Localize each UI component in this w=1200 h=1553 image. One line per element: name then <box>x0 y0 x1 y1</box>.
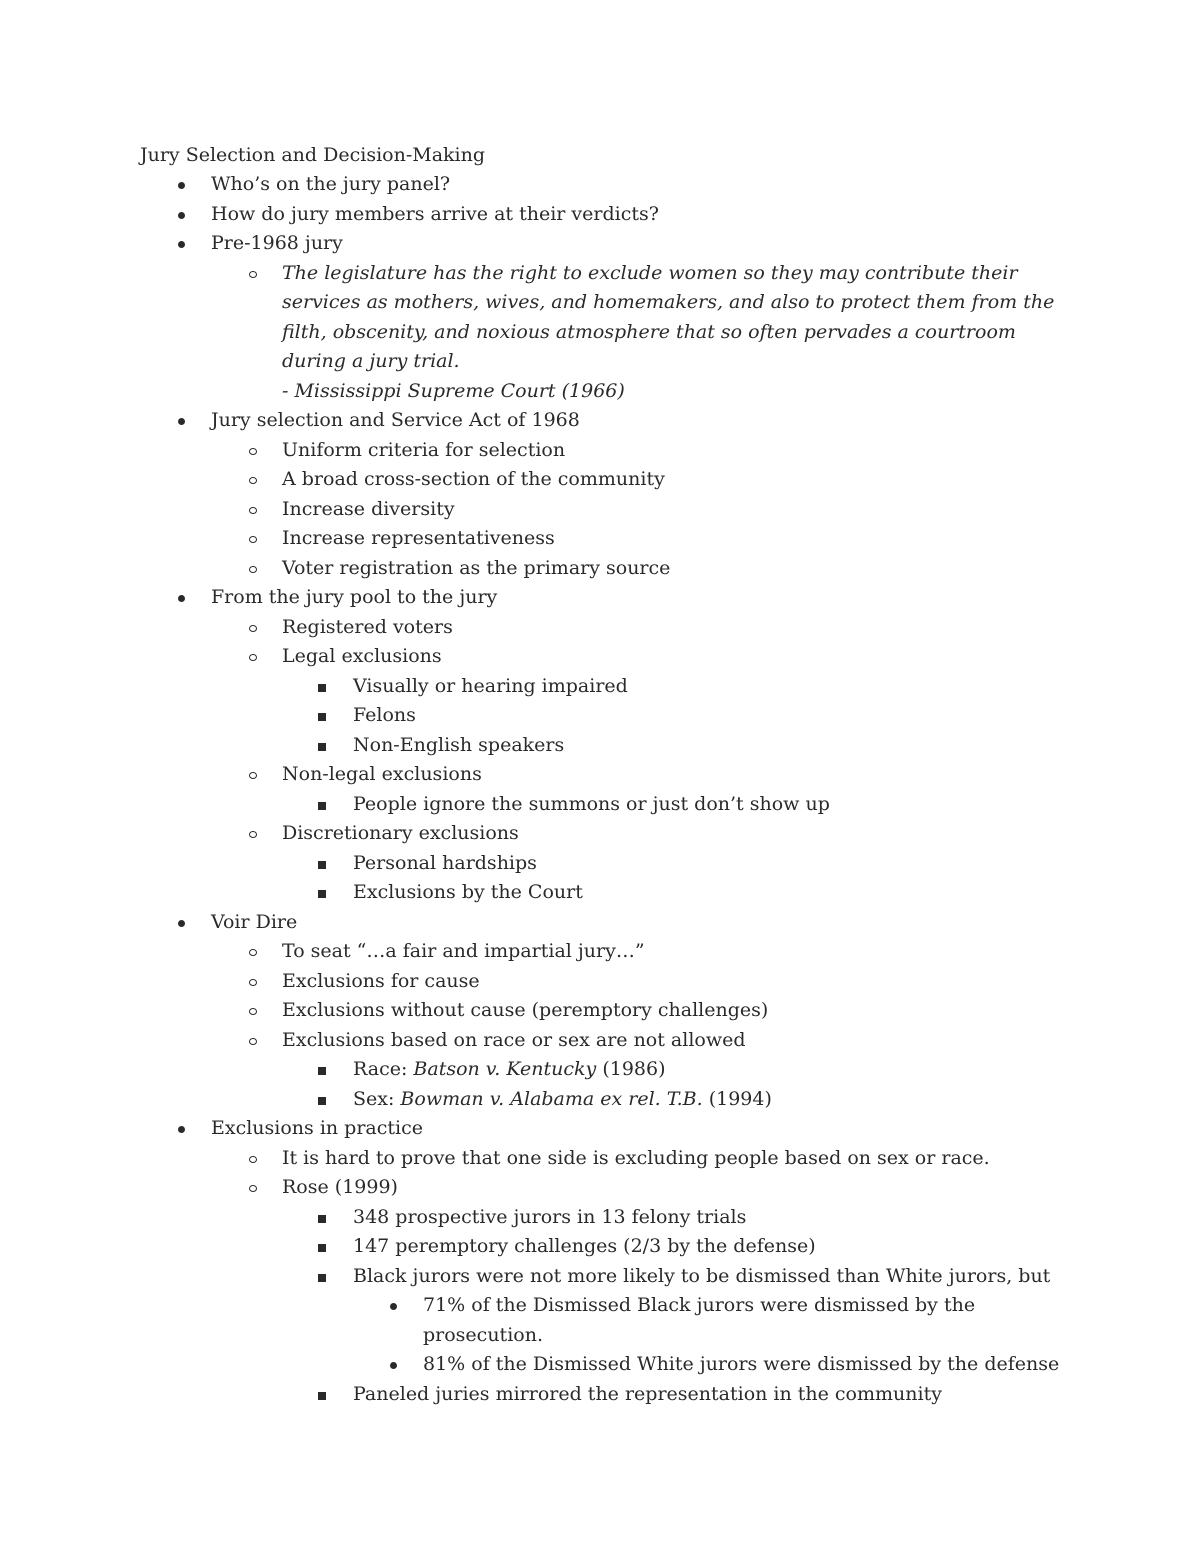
outline-item-level-3 <box>0 790 1200 820</box>
outline-item-level-3 <box>0 1055 1200 1085</box>
outline-item-level-2 <box>0 1026 1200 1056</box>
outline-item-text: 81% of the Dismissed White jurors were dismissed by the defense <box>423 1353 1060 1375</box>
outline-item-text: Exclusions in practice <box>211 1117 423 1139</box>
outline-item-text: Exclusions by the Court <box>353 881 583 903</box>
outline-item-text: Registered voters <box>282 615 453 638</box>
outline-item-text: Exclusions based on race or sex are not allowed <box>282 1028 746 1051</box>
outline-item-text: It is hard to prove that one side is excluding people based on sex or race. <box>282 1146 990 1169</box>
outline-item-level-3 <box>0 878 1200 908</box>
outline-item-level-3 <box>0 1262 1200 1292</box>
outline-item-level-2 <box>0 495 1200 525</box>
outline-item-level-4 <box>0 1350 1200 1380</box>
outline-item-text: Race: <box>353 1058 414 1080</box>
outline-item-text: Sex: <box>353 1087 401 1110</box>
outline-item-level-2 <box>0 1173 1200 1203</box>
outline-item-text: Black jurors were not more likely to be dismissed than White jurors, but <box>353 1264 1051 1287</box>
outline-item-text: Increase diversity <box>282 497 455 520</box>
outline-item-level-3 <box>0 701 1200 731</box>
outline-item-text: 147 peremptory challenges (2/3 by the defense) <box>353 1235 816 1257</box>
outline-item-text: Voir Dire <box>211 910 298 933</box>
outline-item-level-2 <box>0 967 1200 997</box>
outline-item-level-2 <box>0 259 1200 289</box>
outline-item-level-2 <box>0 288 1200 318</box>
outline-item-text: Exclusions without cause (peremptory challenges) <box>282 999 769 1021</box>
quote-text: during a jury trial. <box>282 350 460 372</box>
outline-item-level-1 <box>0 170 1200 200</box>
outline-item-text: prosecution. <box>423 1323 543 1346</box>
outline-item-text: Who’s on the jury panel? <box>211 173 451 195</box>
outline-item-level-1 <box>0 200 1200 230</box>
outline-item-level-2 <box>0 347 1200 377</box>
outline-item-text: Legal exclusions <box>282 645 442 667</box>
outline-item-text: Voter registration as the primary source <box>282 556 671 579</box>
outline-item-text: 348 prospective jurors in 13 felony trials <box>353 1205 747 1228</box>
outline-item-level-2 <box>0 554 1200 584</box>
outline-item-level-2 <box>0 436 1200 466</box>
outline-item-text: Rose (1999) <box>282 1176 398 1198</box>
outline-item-level-4 <box>0 1291 1200 1321</box>
outline-item-level-2 <box>0 318 1200 348</box>
document-title: Jury Selection and Decision-Making <box>140 144 486 166</box>
outline-item-text: 71% of the Dismissed Black jurors were dismissed by the <box>423 1294 976 1316</box>
outline-item-level-2 <box>0 613 1200 643</box>
outline-item-level-1 <box>0 1114 1200 1144</box>
outline-item-text: Increase representativeness <box>282 527 555 549</box>
outline-item-text: Felons <box>353 704 416 726</box>
outline-item-level-1 <box>0 908 1200 938</box>
outline-item-level-2 <box>0 524 1200 554</box>
outline-item-text: Non-English speakers <box>353 733 565 756</box>
outline-item-text: Uniform criteria for selection <box>282 438 566 461</box>
outline-item-level-2 <box>0 642 1200 672</box>
outline-item-text: Non-legal exclusions <box>282 763 482 785</box>
outline-item-text: How do jury members arrive at their verdicts? <box>211 202 659 225</box>
quote-text: filth, obscenity, and noxious atmosphere that so often pervades a courtroom <box>282 320 1016 343</box>
outline-item-level-2 <box>0 760 1200 790</box>
outline-item-text: Exclusions for cause <box>282 969 480 992</box>
outline-item-level-2 <box>0 377 1200 407</box>
outline-item-text: (1986) <box>596 1058 666 1080</box>
outline-item-level-2 <box>0 996 1200 1026</box>
outline-item-text: People ignore the summons or just don’t show up <box>353 792 830 815</box>
outline-item-level-1 <box>0 229 1200 259</box>
outline-item-level-1 <box>0 583 1200 613</box>
outline-item-level-2 <box>0 465 1200 495</box>
outline-item-text: Pre-1968 jury <box>211 232 343 254</box>
outline-item-level-3 <box>0 731 1200 761</box>
outline-item-level-3 <box>0 1203 1200 1233</box>
outline-item-level-4 <box>0 1321 1200 1351</box>
outline-item-level-2 <box>0 1144 1200 1174</box>
outline-item-level-2 <box>0 937 1200 967</box>
outline-item-level-3 <box>0 1085 1200 1115</box>
outline-list <box>0 170 1200 1409</box>
outline-item-text: Jury selection and Service Act of 1968 <box>211 409 580 431</box>
outline-item-text: Paneled juries mirrored the representation in the community <box>353 1382 942 1405</box>
outline-item-text: Visually or hearing impaired <box>353 674 628 697</box>
quote-text: - Mississippi Supreme Court (1966) <box>282 379 625 402</box>
outline-item-text: (1994) <box>702 1087 772 1110</box>
quote-text: services as mothers, wives, and homemakers, and also to protect them from the <box>282 291 1055 313</box>
outline-item-level-3 <box>0 672 1200 702</box>
case-citation: Bowman v. Alabama ex rel. T.B. <box>400 1087 703 1110</box>
outline-item-text: A broad cross-section of the community <box>282 468 665 490</box>
outline-item-level-3 <box>0 1232 1200 1262</box>
outline-item-level-1 <box>0 406 1200 436</box>
outline-item-level-3 <box>0 849 1200 879</box>
outline-item-text: To seat “…a fair and impartial jury…” <box>282 940 645 962</box>
outline-item-level-3 <box>0 1380 1200 1410</box>
quote-text: The legislature has the right to exclude women so they may contribute their <box>282 261 1018 284</box>
case-citation: Batson v. Kentucky <box>413 1058 597 1080</box>
outline-item-text: From the jury pool to the jury <box>211 586 498 608</box>
outline-item-text: Discretionary exclusions <box>282 822 519 844</box>
outline-item-text: Personal hardships <box>353 851 537 874</box>
outline-item-level-2 <box>0 819 1200 849</box>
